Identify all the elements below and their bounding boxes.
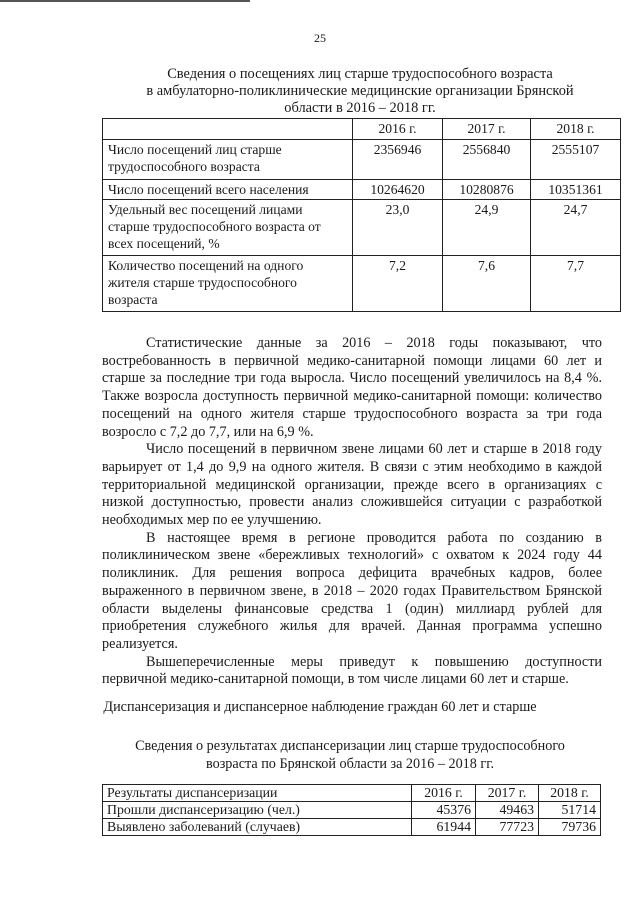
cell-2016: 7,2	[353, 256, 443, 312]
row-label: Число посещений лиц старше трудоспособного возраста	[103, 140, 353, 180]
table-row	[103, 180, 621, 200]
cell-2018: 10351361	[531, 180, 621, 200]
cell-2016: 2356946	[353, 140, 443, 180]
body-text	[102, 335, 602, 689]
section-heading: Диспансеризация и диспансерное наблюдение граждан 60 лет и старше	[103, 699, 537, 715]
header-cell-empty	[103, 119, 353, 140]
table-row	[103, 819, 601, 836]
table1-title-line: области в 2016 – 2018 гг.	[284, 100, 436, 116]
cell-2018: 79736	[539, 819, 601, 836]
row-label: Выявлено заболеваний (случаев)	[103, 819, 412, 836]
dispensary-table	[102, 784, 601, 836]
header-cell-results: Результаты диспансеризации	[103, 785, 412, 802]
table-row	[103, 200, 621, 256]
row-label: Число посещений всего населения	[103, 180, 353, 200]
cell-2016: 45376	[412, 802, 476, 819]
paragraph: Число посещений в первичном звене лицами 60 лет и старше в 2018 году варьирует от 1,4 до 9,9 на одного жителя. В связи с этим необходимо в каждой территориальной медицинской организации, прежде всего в организациях с низкой доступностью, провести анализ сложившейся ситуации с разработкой необходимых мер по ее улучшению.	[102, 441, 602, 529]
cell-2017: 2556840	[443, 140, 531, 180]
top-rule	[0, 0, 250, 2]
header-cell-2016: 2016 г.	[353, 119, 443, 140]
paragraph: В настоящее время в регионе проводится работа по созданию в поликлиническом звене «бережливых технологий» с охватом к 2024 году 44 поликлиник. Для решения вопроса дефицита врачебных кадров, более выраженного в первичном звене, в 2018 – 2020 годах Правительством Брянской области выделены финансовые средства 1 (один) миллиард рублей для приобретения служебного жилья для врачей. Данная программа успешно реализуется.	[102, 529, 602, 652]
row-label: Прошли диспансеризацию (чел.)	[103, 802, 412, 819]
table-row	[103, 140, 621, 180]
table1-title	[100, 66, 620, 117]
cell-2017: 24,9	[443, 200, 531, 256]
table-header-row	[103, 119, 621, 140]
cell-2018: 2555107	[531, 140, 621, 180]
cell-2017: 10280876	[443, 180, 531, 200]
visits-table	[102, 118, 621, 312]
row-label: Количество посещений на одного жителя старше трудоспособного возраста	[103, 256, 353, 312]
cell-2017: 77723	[476, 819, 539, 836]
header-cell-2017: 2017 г.	[443, 119, 531, 140]
paragraph: Статистические данные за 2016 – 2018 годы показывают, что востребованность в первичной медико-санитарной помощи лицами 60 лет и старше за последние три года выросла. Число посещений увеличилось на 8,4 %. Также возросла доступность первичной медико-санитарной помощи: количество посещений на одного жителя старше трудоспособного возраста за три года возросло с 7,2 до 7,7, или на 6,9 %.	[102, 335, 602, 440]
table1-title-line: в амбулаторно-поликлинические медицинские организации Брянской	[146, 83, 574, 99]
header-cell-2017: 2017 г.	[476, 785, 539, 802]
header-cell-2018: 2018 г.	[539, 785, 601, 802]
table-header-row	[103, 785, 601, 802]
cell-2016: 10264620	[353, 180, 443, 200]
page-number: 25	[314, 31, 326, 45]
cell-2018: 24,7	[531, 200, 621, 256]
header-cell-2016: 2016 г.	[412, 785, 476, 802]
cell-2016: 61944	[412, 819, 476, 836]
cell-2018: 7,7	[531, 256, 621, 312]
table2-title	[80, 737, 620, 773]
table2-title-line: Сведения о результатах диспансеризации лиц старше трудоспособного	[135, 738, 565, 754]
paragraph: Вышеперечисленные меры приведут к повышению доступности первичной медико-санитарной помощи, в том числе лицами 60 лет и старше.	[102, 653, 602, 688]
cell-2017: 49463	[476, 802, 539, 819]
row-label: Удельный вес посещений лицами старше трудоспособного возраста от всех посещений, %	[103, 200, 353, 256]
cell-2018: 51714	[539, 802, 601, 819]
table-row	[103, 256, 621, 312]
table2-title-line: возраста по Брянской области за 2016 – 2018 гг.	[206, 756, 494, 772]
cell-2016: 23,0	[353, 200, 443, 256]
cell-2017: 7,6	[443, 256, 531, 312]
table1-title-line: Сведения о посещениях лиц старше трудоспособного возраста	[167, 66, 553, 82]
table-row	[103, 802, 601, 819]
header-cell-2018: 2018 г.	[531, 119, 621, 140]
